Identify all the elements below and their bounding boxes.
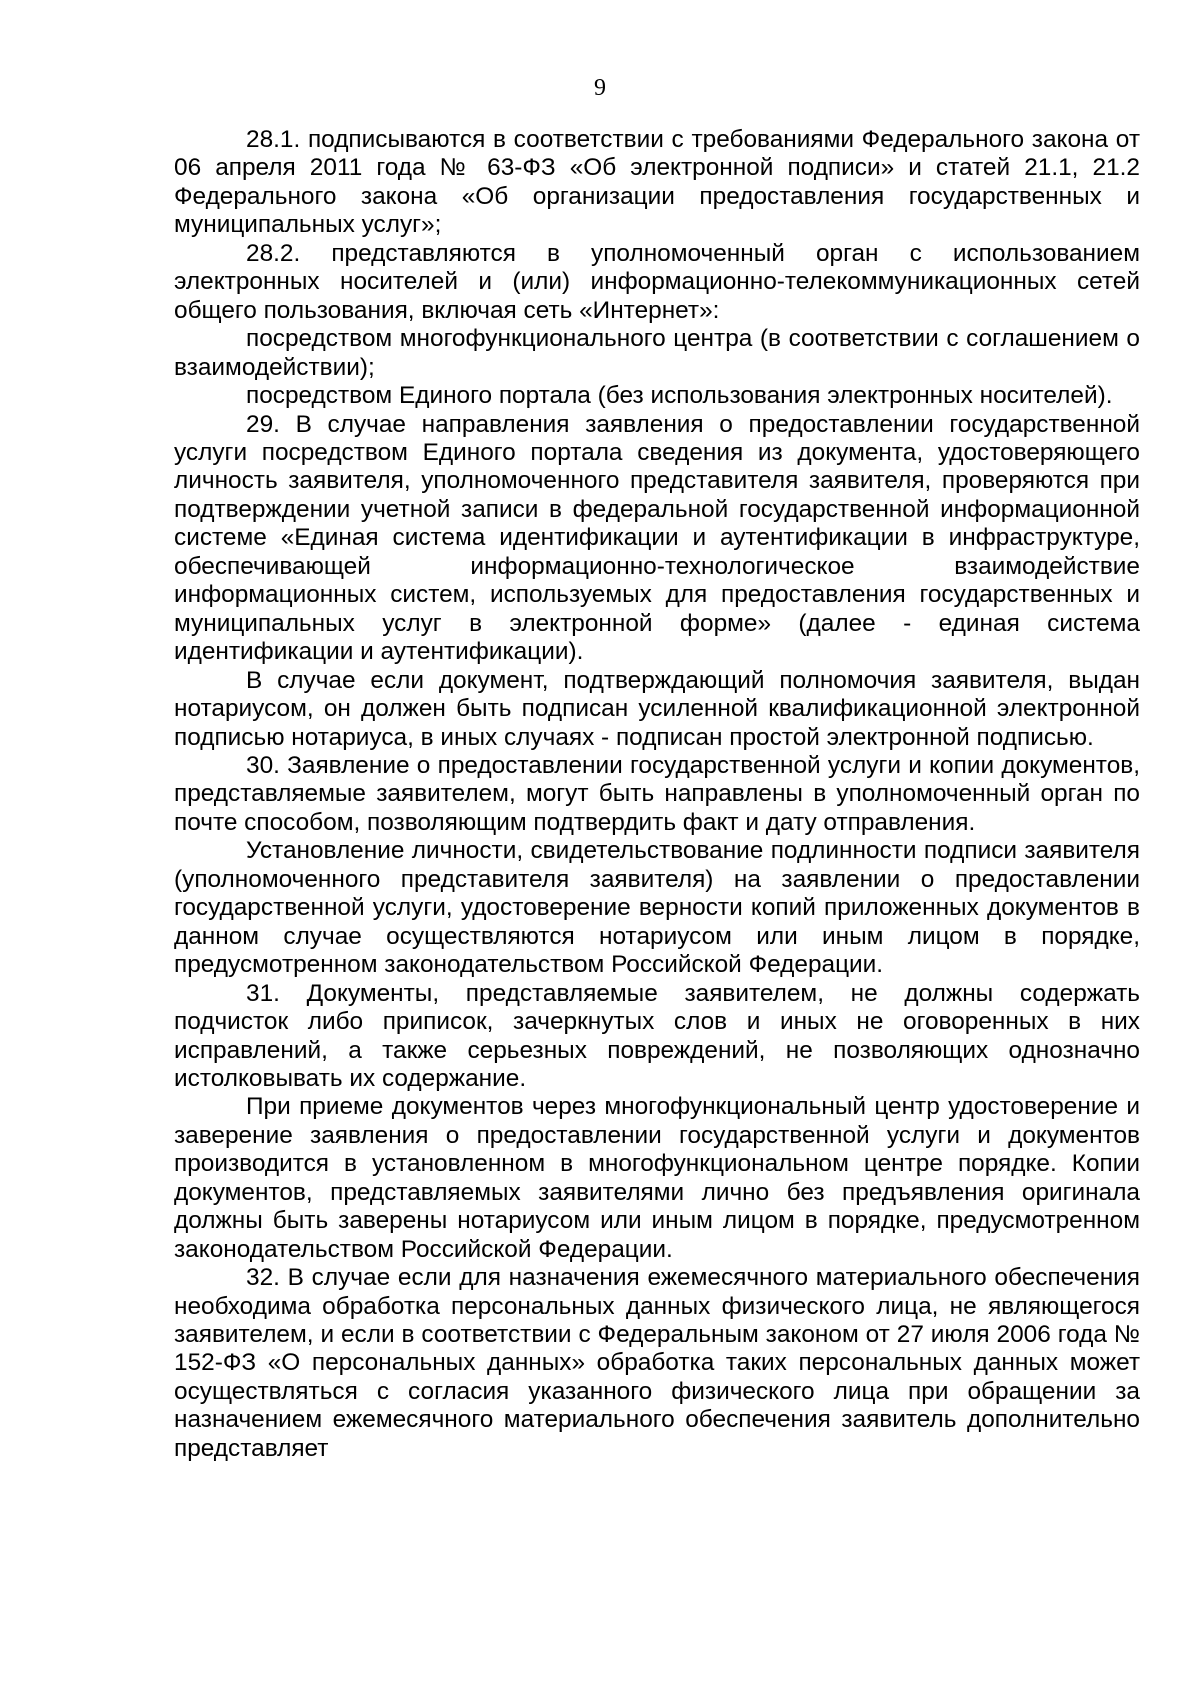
paragraph-notary-authority: В случае если документ, подтверждающий полномочия заявителя, выдан нотариусом, он должен быть подписан усиленной квалификационной электронной подписью нотариуса, в иных случаях - подписан простой электронной подписью. xyxy=(174,666,1140,751)
paragraph-29: 29. В случае направления заявления о предоставлении государственной услуги посредством Единого портала сведения из документа, удостоверяющего личность заявителя, уполномоченного представителя заявителя, проверяются при подтверждении учетной записи в федеральной государственной информационной системе «Единая система идентификации и аутентификации в инфраструктуре, обеспечивающей информационно-технологическое взаимодействие информационных систем, используемых для предоставления государственных и муниципальных услуг в электронной форме» (далее - единая система идентификации и аутентификации). xyxy=(174,410,1140,666)
paragraph-mfc-certification: При приеме документов через многофункциональный центр удостоверение и заверение заявления о предоставлении государственной услуги и документов производится в установленном в многофункциональном центре порядке. Копии документов, представляемых заявителями лично без предъявления оригинала должны быть заверены нотариусом или иным лицом в порядке, предусмотренном законодательством Российской Федерации. xyxy=(174,1093,1140,1263)
page-number: 9 xyxy=(594,75,606,101)
paragraph-30: 30. Заявление о предоставлении государственной услуги и копии документов, представляемые заявителем, могут быть направлены в уполномоченный орган по почте способом, позволяющим подтвердить факт и дату отправления. xyxy=(174,751,1140,836)
paragraph-32: 32. В случае если для назначения ежемесячного материального обеспечения необходима обработка персональных данных физического лица, не являющегося заявителем, и если в соответствии с Федеральным законом от 27 июля 2006 года № 152-ФЗ «О персональных данных» обработка таких персональных данных может осуществляться с согласия указанного физического лица при обращении за назначением ежемесячного материального обеспечения заявитель дополнительно представляет xyxy=(174,1264,1140,1462)
paragraph-identity-verification: Установление личности, свидетельствование подлинности подписи заявителя (уполномоченного представителя заявителя) на заявлении о предоставлении государственной услуги, удостоверение верности копий приложенных документов в данном случае осуществляются нотариусом или иным лицом в порядке, предусмотренном законодательством Российской Федерации. xyxy=(174,837,1140,979)
paragraph-portal-option: посредством Единого портала (без использования электронных носителей). xyxy=(246,382,1113,410)
paragraph-mfc-option: посредством многофункционального центра (в соответствии с соглашением о взаимодействии); xyxy=(174,325,1140,381)
paragraph-28-1: 28.1. подписываются в соответствии с требованиями Федерального закона от 06 апреля 2011 года № 63-ФЗ «Об электронной подписи» и статей 21.1, 21.2 Федерального закона «Об организации предоставления государственных и муниципальных услуг»; xyxy=(174,126,1140,239)
paragraph-31: 31. Документы, представляемые заявителем, не должны содержать подчисток либо приписок, зачеркнутых слов и иных не оговоренных в них исправлений, а также серьезных повреждений, не позволяющих однозначно истолковывать их содержание. xyxy=(174,979,1140,1092)
paragraph-28-2: 28.2. представляются в уполномоченный орган с использованием электронных носителей и (или) информационно-телекоммуникационных сетей общего пользования, включая сеть «Интернет»: xyxy=(174,239,1140,324)
document-body xyxy=(174,126,1140,1463)
